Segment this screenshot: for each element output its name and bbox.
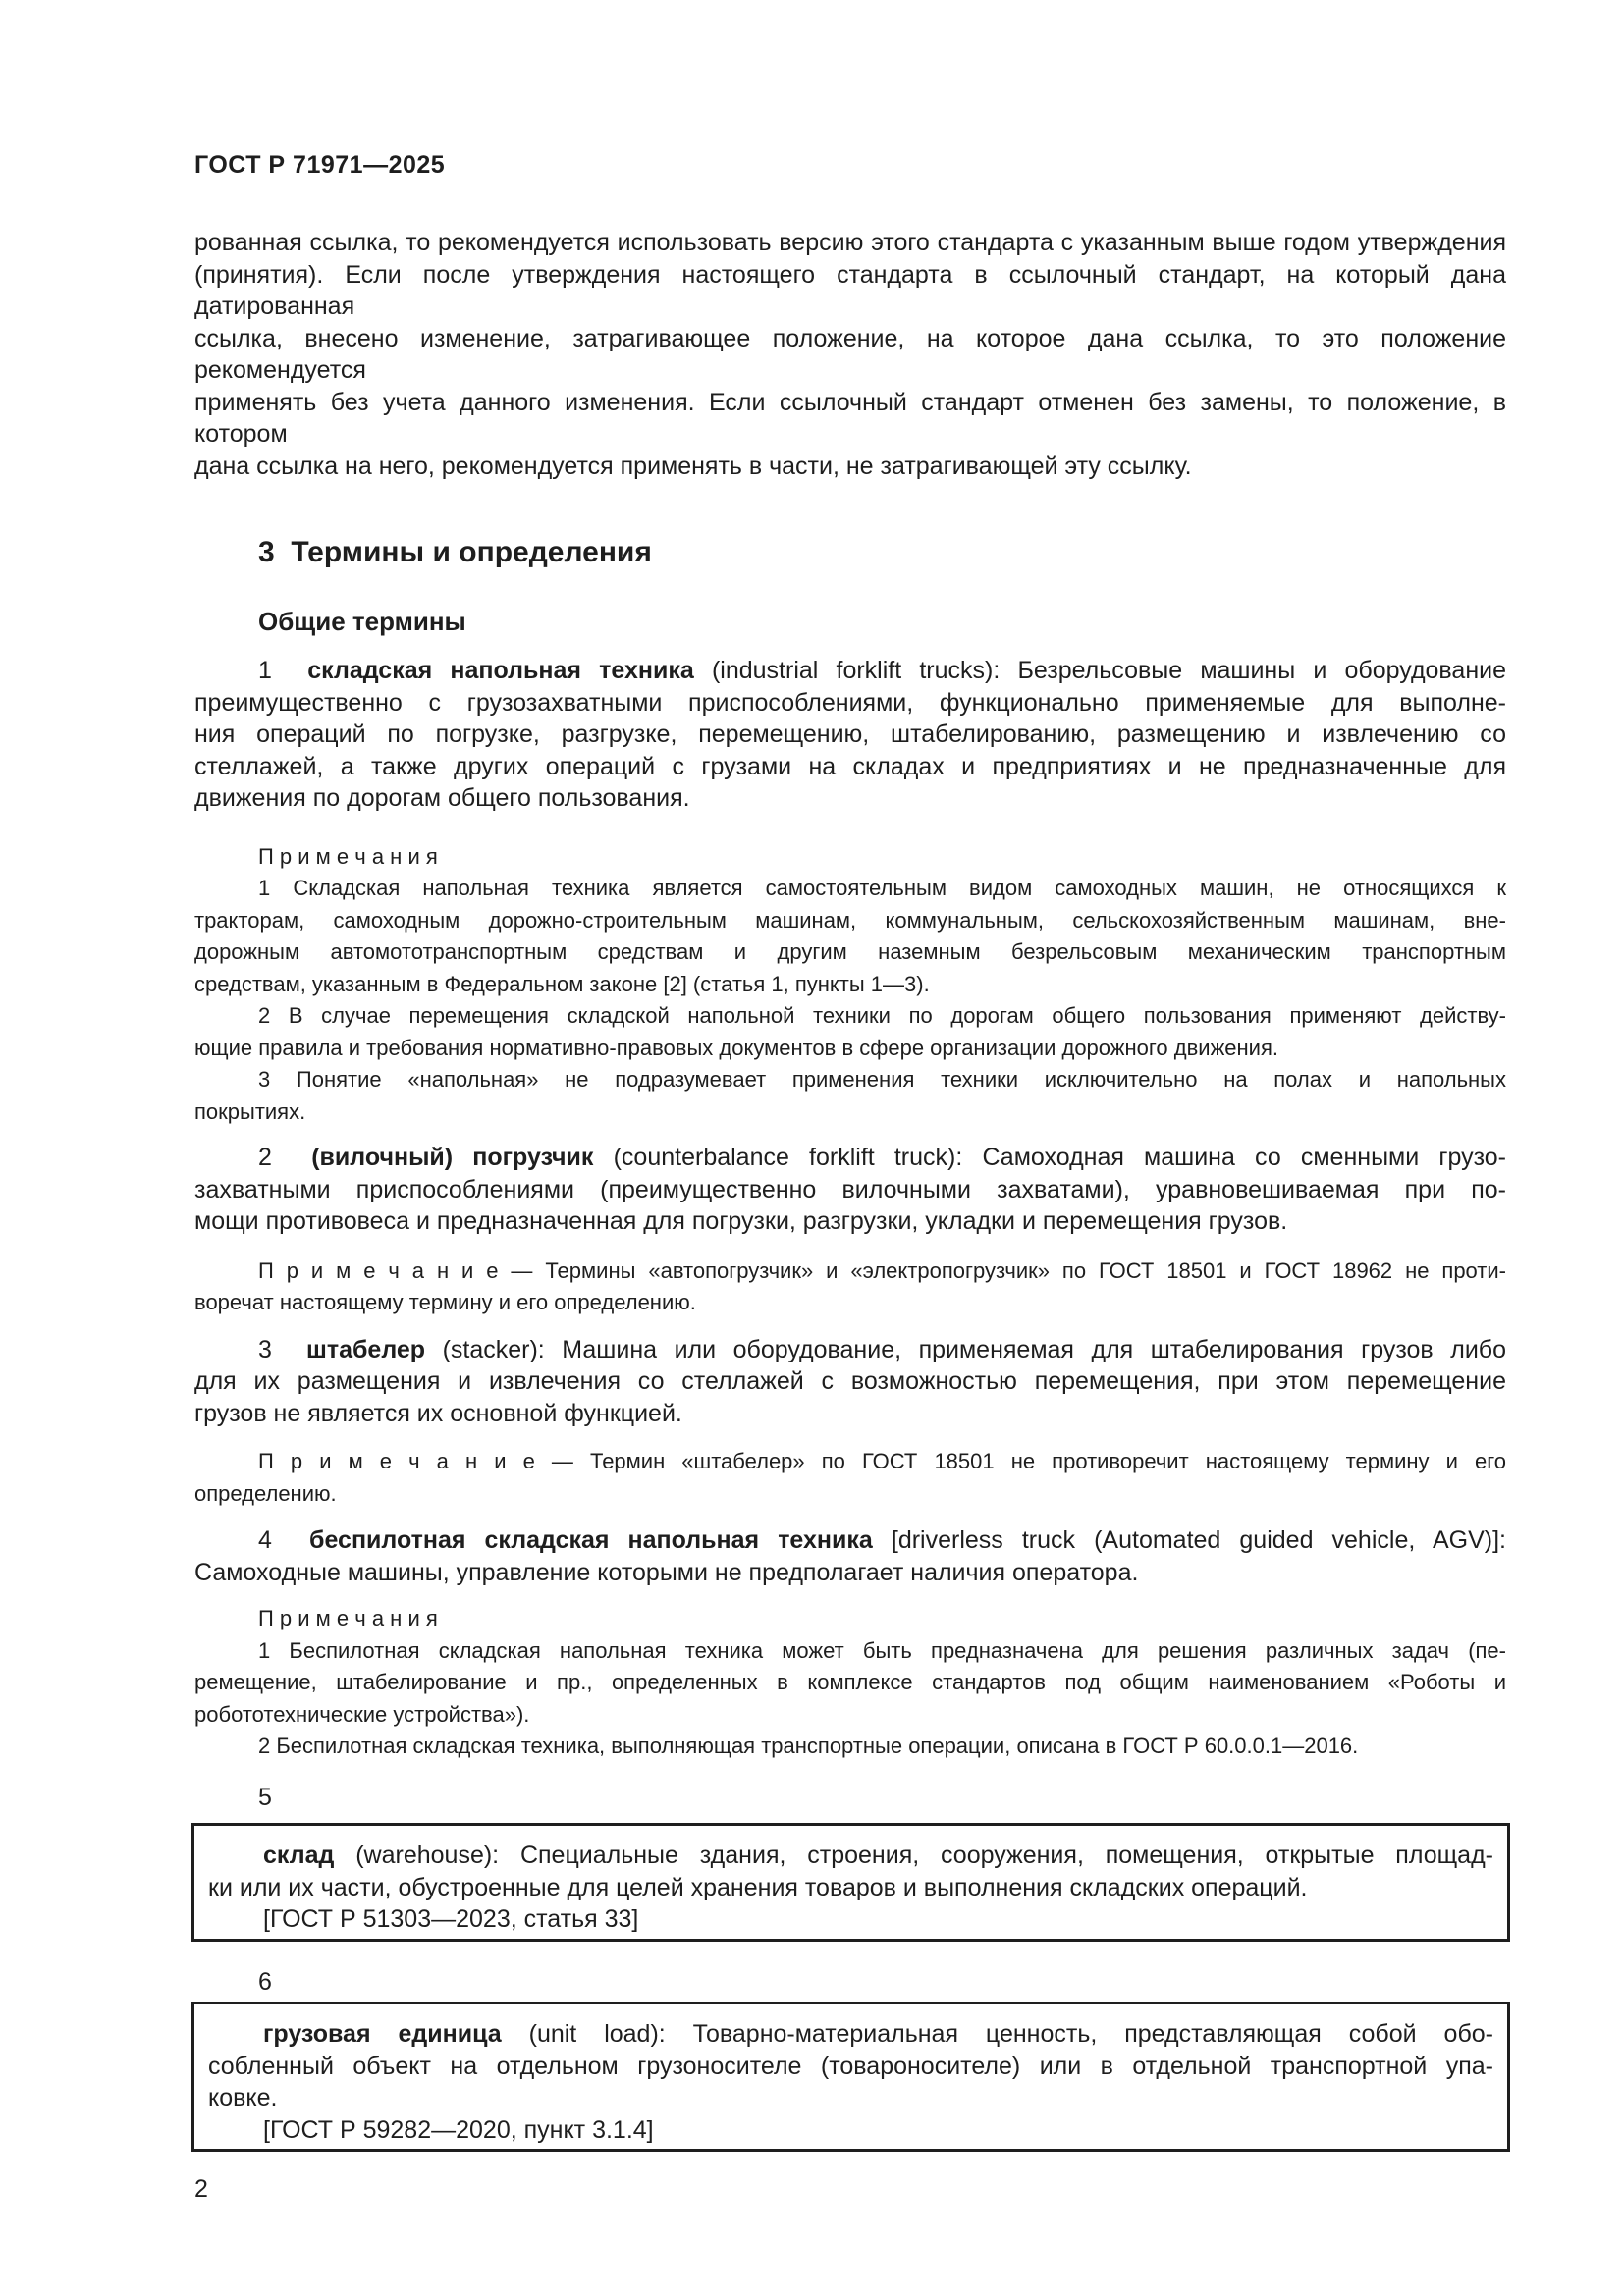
intro-continuation-paragraph: рованная ссылка, то рекомендуется использовать версию этого стандарта с указанным выше годом утверждения (принятия). Если после утверждения настоящего стандарта в ссылочный стандарт, на который дана датированная ссылка, внесено изменение, затрагивающее положение, на которое дана ссылка, то это положение рекомендуется применять без учета данного изменения. Если ссылочный стандарт отменен без замены, то положение, в котором дана ссылка на него, рекомендуется применять в части, не затрагивающей эту ссылку. xyxy=(194,229,1506,480)
term-6-number: 6 xyxy=(258,1967,272,1996)
term-5-number: 5 xyxy=(258,1783,272,1811)
term-4-paragraph: 4 беспилотная складская напольная техника [driverless truck (Automated guided vehicle, AGV)]: Самоходные машины, управление которыми не предполагает наличия оператора. xyxy=(194,1526,1506,1586)
term-3-paragraph: 3 штабелер (stacker): Машина или оборудование, применяемая для штабелирования грузов либо для их размещения и извлечения со стеллажей с возможностью перемещения, при этом перемещение грузов не является их основной функцией. xyxy=(194,1335,1507,1427)
subsection-heading: Общие термины xyxy=(258,607,466,636)
term-5-definition-box: склад (warehouse): Специальные здания, строения, сооружения, помещения, открытые площад- ки или их части, обустроенные для целей хранения товаров и выполнения складских операций. [ГОСТ Р 51303—2023, статья 33] xyxy=(191,1823,1510,1942)
section-heading: 3 Термины и определения xyxy=(258,536,652,568)
term-1-paragraph: 1 складская напольная техника (industrial forklift trucks): Безрельсовые машины и оборудование преимущественно с грузозахватными приспособлениями, функционально применяемые для выполне- ния операций по погрузке, разгрузке, перемещению, штабелированию, размещению и извлечению со стеллажей, а также других операций с грузами на складах и предприятиях и не предназначенные для движения по дорогам общего пользования. xyxy=(194,657,1507,812)
page-number: 2 xyxy=(194,2175,208,2203)
term-3-note: П р и м е ч а н и е — Термин «штабелер» по ГОСТ 18501 не противоречит настоящему термину и его определению. xyxy=(194,1449,1506,1506)
term-1-notes: П р и м е ч а н и я 1 Складская напольная техника является самостоятельным видом самоходных машин, не относящихся к тракторам, самоходным дорожно-строительным машинам, коммунальным, сельскохозяйственным машинам, вне- дорожным автомототранспортным средствам и другим наземным безрельсовым механическим транспортным средствам, указанным в Федеральном законе [2] (статья 1, пункты 1—3). 2 В случае перемещения складской напольной техники по дорогам общего пользования применяют действу- ющие правила и требования нормативно-правовых документов в сфере организации дорожного движения. 3 Понятие «напольная» не подразумевает применения техники исключительно на полах и напольных покрытиях. xyxy=(194,843,1506,1124)
term-4-notes: П р и м е ч а н и я 1 Беспилотная складская напольная техника может быть предназначена для решения различных задач (пе- ремещение, штабелирование и пр., определенных в комплексе стандартов под общим наименованием «Роботы и робототехнические устройства»). 2 Беспилотная складская техника, выполняющая транспортные операции, описана в ГОСТ Р 60.0.0.1—2016. xyxy=(194,1606,1506,1758)
term-6-definition-box: грузовая единица (unit load): Товарно-материальная ценность, представляющая собой обо- собленный объект на отдельном грузоносителе (товароносителе) или в отдельной транспортной упа- ковке. [ГОСТ Р 59282—2020, пункт 3.1.4] xyxy=(191,2002,1510,2152)
term-2-note: П р и м е ч а н и е — Термины «автопогрузчик» и «электропогрузчик» по ГОСТ 18501 и ГОСТ 18962 не проти- воречат настоящему термину и его определению. xyxy=(194,1257,1506,1314)
page-content xyxy=(194,0,1506,2206)
term-2-paragraph: 2 (вилочный) погрузчик (counterbalance forklift truck): Самоходная машина со сменными грузо- захватными приспособлениями (преимущественно вилочными захватами), уравновешиваемая при по- мощи противовеса и предназначенная для погрузки, разгрузки, укладки и перемещения грузов. xyxy=(194,1144,1506,1235)
standard-code-header: ГОСТ Р 71971—2025 xyxy=(194,151,446,179)
